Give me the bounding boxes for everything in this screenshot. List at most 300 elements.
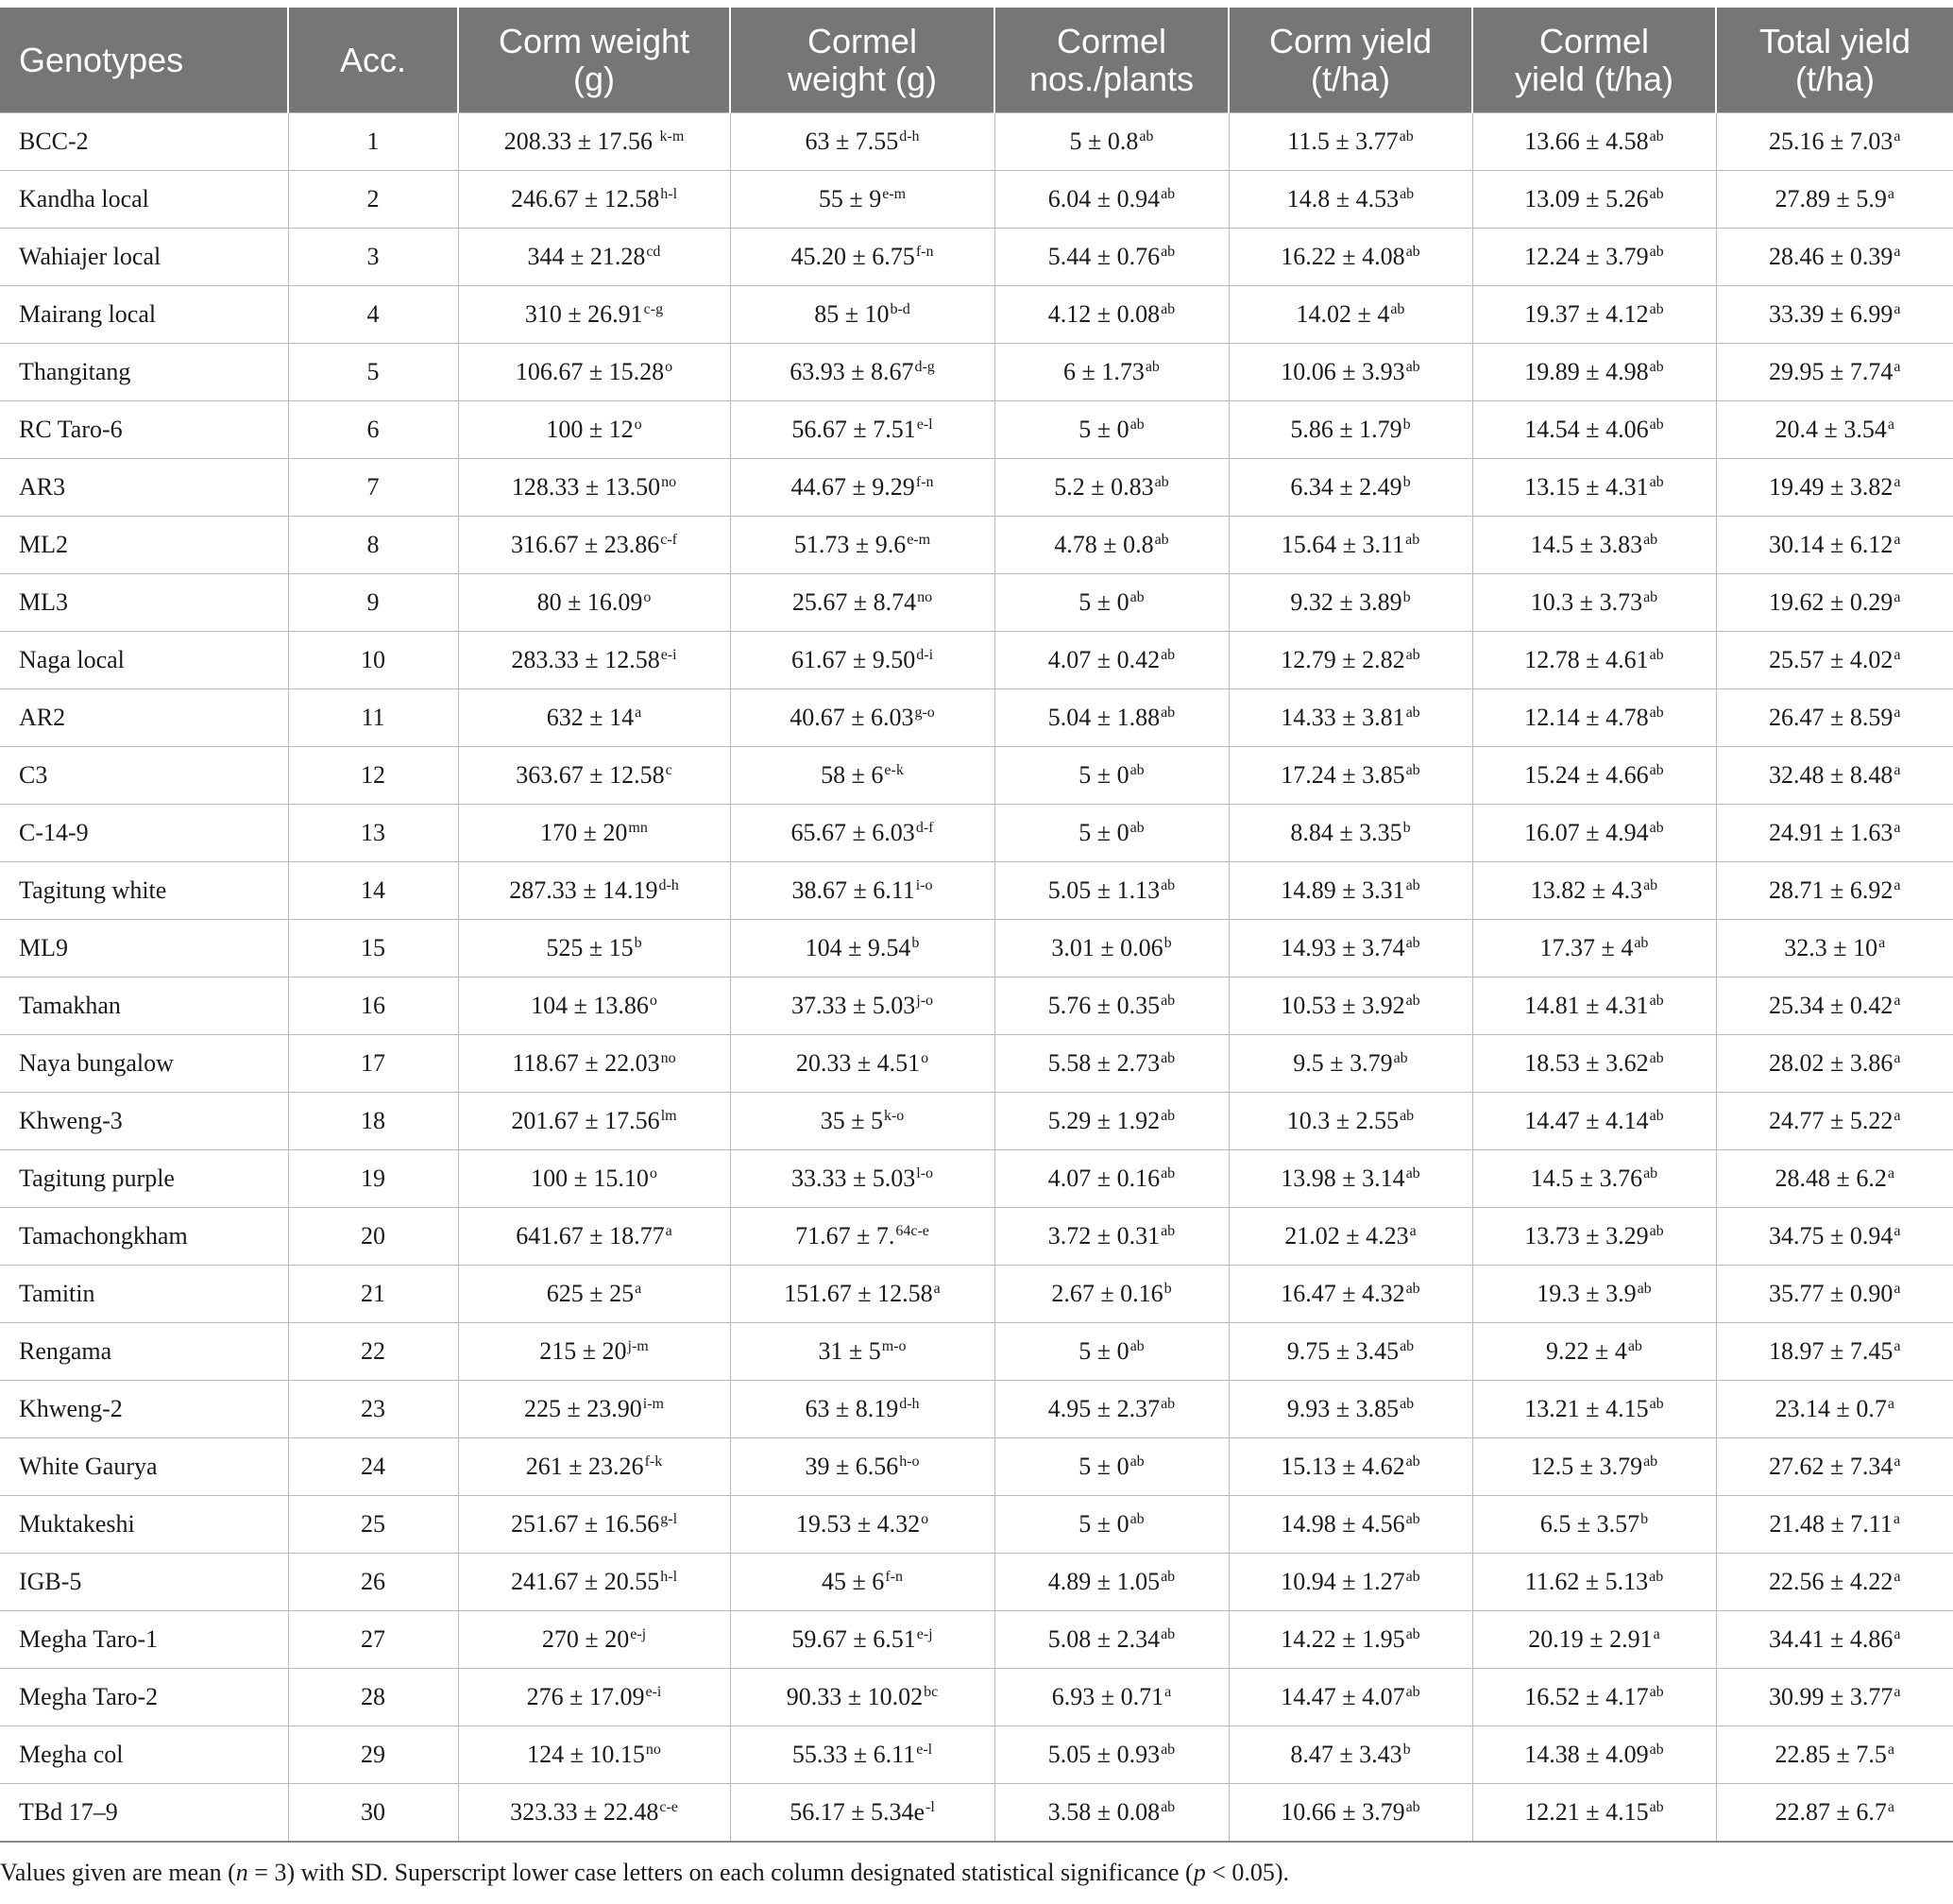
cell-accession: 21: [288, 1266, 458, 1323]
cell-total-yield: [1716, 1726, 1953, 1784]
cell-value: 9.93 ± 3.85: [1286, 1395, 1400, 1422]
significance-letters: a: [1887, 1396, 1894, 1412]
cell-value: 5.76 ± 0.35: [1047, 992, 1161, 1019]
cell-cormel-count: [994, 286, 1229, 344]
cell-cormel-yield: [1472, 920, 1716, 978]
significance-letters: o: [643, 589, 652, 605]
cell-value: 9.5 ± 3.79: [1293, 1049, 1393, 1077]
significance-letters: a: [1894, 532, 1901, 548]
cell-total-yield: [1716, 632, 1953, 689]
cell-value: 28.48 ± 6.2: [1775, 1164, 1887, 1192]
significance-letters: a: [1894, 1569, 1901, 1585]
cell-genotypes: Muktakeshi: [0, 1496, 288, 1554]
significance-letters: ab: [1161, 244, 1176, 260]
column-header-line: (t/ha): [1794, 59, 1876, 98]
cell-value: 283.33 ± 12.58: [511, 646, 660, 673]
cell-value: 276 ± 17.09: [526, 1683, 645, 1710]
significance-letters: a: [1894, 1626, 1901, 1642]
table-row: [0, 171, 1953, 229]
cell-value: 5 ± 0: [1078, 761, 1129, 789]
cell-corm-yield: [1229, 1554, 1472, 1611]
cell-cormel-weight: [730, 286, 994, 344]
significance-letters: a: [1887, 1799, 1894, 1815]
significance-letters: ab: [1649, 762, 1664, 778]
cell-value: 246.67 ± 12.58: [510, 185, 660, 212]
cell-cormel-count: [994, 747, 1229, 805]
cell-cormel-weight: [730, 401, 994, 459]
cell-value: 11.5 ± 3.77: [1287, 128, 1399, 155]
significance-letters: ab: [1649, 186, 1664, 202]
cell-value: 32.48 ± 8.48: [1769, 761, 1894, 789]
cell-accession: 26: [288, 1554, 458, 1611]
cell-value: 20.33 ± 4.51: [795, 1049, 921, 1077]
cell-accession: 18: [288, 1093, 458, 1150]
cell-total-yield: [1716, 1554, 1953, 1611]
cell-value: 58 ± 6: [821, 761, 884, 789]
cell-value: 44.67 ± 9.29: [790, 473, 915, 501]
cell-value: 17.37 ± 4: [1539, 934, 1634, 961]
cell-corm-yield: [1229, 1035, 1472, 1093]
significance-letters: ab: [1637, 1281, 1652, 1297]
table-row: [0, 1035, 1953, 1093]
cell-genotypes: Thangitang: [0, 344, 288, 401]
cell-cormel-count: [994, 344, 1229, 401]
significance-letters: ab: [1649, 474, 1664, 490]
cell-value: 25.16 ± 7.03: [1769, 128, 1894, 155]
significance-letters: d-i: [916, 647, 934, 663]
cell-cormel-weight: [730, 344, 994, 401]
cell-accession: 6: [288, 401, 458, 459]
cell-total-yield: [1716, 1035, 1953, 1093]
significance-letters: a: [1894, 820, 1901, 836]
cell-value: 10.94 ± 1.27: [1281, 1568, 1405, 1595]
significance-letters: g-l: [660, 1511, 678, 1527]
significance-letters: a: [635, 1281, 642, 1297]
significance-letters: o: [649, 993, 657, 1009]
table-row: [0, 978, 1953, 1035]
cell-corm-weight: [458, 1266, 730, 1323]
cell-corm-weight: [458, 632, 730, 689]
cell-cormel-yield: [1472, 1611, 1716, 1669]
cell-cormel-count: [994, 1496, 1229, 1554]
cell-value: 10.66 ± 3.79: [1281, 1798, 1405, 1826]
cell-accession: 11: [288, 689, 458, 747]
cell-value: 14.81 ± 4.31: [1524, 992, 1649, 1019]
cell-genotypes: ML2: [0, 517, 288, 574]
cell-cormel-weight: [730, 747, 994, 805]
cell-cormel-yield: [1472, 1266, 1716, 1323]
significance-letters: ab: [1161, 1223, 1176, 1239]
significance-letters: a: [933, 1281, 941, 1297]
significance-letters: b: [911, 935, 920, 951]
table-row: [0, 1669, 1953, 1726]
significance-letters: ab: [1649, 1396, 1664, 1412]
significance-letters: m-o: [881, 1338, 907, 1354]
cell-cormel-yield: [1472, 1669, 1716, 1726]
cell-value: 35.77 ± 0.90: [1769, 1280, 1894, 1307]
cell-value: 34.75 ± 0.94: [1769, 1222, 1894, 1250]
cell-value: 24.77 ± 5.22: [1769, 1107, 1894, 1134]
cell-corm-yield: [1229, 171, 1472, 229]
cell-cormel-weight: [730, 1669, 994, 1726]
cell-cormel-weight: [730, 1611, 994, 1669]
footnote-p-symbol: p: [1193, 1859, 1206, 1886]
significance-letters: h-o: [899, 1454, 920, 1470]
significance-letters: e-m: [907, 532, 931, 548]
cell-value: 6 ± 1.73: [1063, 358, 1145, 385]
cell-value: 16.52 ± 4.17: [1524, 1683, 1649, 1710]
cell-value: 9.75 ± 3.45: [1286, 1337, 1400, 1365]
significance-letters: a: [1878, 935, 1886, 951]
table-row: [0, 632, 1953, 689]
cell-value: 12.79 ± 2.82: [1281, 646, 1405, 673]
cell-genotypes: Kandha local: [0, 171, 288, 229]
significance-letters: ab: [1643, 1454, 1658, 1470]
cell-value: 19.49 ± 3.82: [1769, 473, 1894, 501]
significance-letters: b: [1402, 589, 1411, 605]
cell-total-yield: [1716, 286, 1953, 344]
cell-accession: 19: [288, 1150, 458, 1208]
significance-letters: ab: [1405, 359, 1420, 375]
cell-value: 323.33 ± 22.48: [510, 1798, 659, 1826]
significance-letters: ab: [1649, 359, 1664, 375]
significance-letters: a: [1894, 474, 1901, 490]
cell-corm-weight: [458, 459, 730, 517]
cell-genotypes: AR3: [0, 459, 288, 517]
cell-value: 13.66 ± 4.58: [1524, 128, 1649, 155]
cell-value: 8.47 ± 3.43: [1290, 1741, 1402, 1768]
cell-value: 27.62 ± 7.34: [1769, 1453, 1894, 1480]
significance-letters: ab: [1393, 1050, 1408, 1066]
table-row: [0, 459, 1953, 517]
significance-letters: no: [660, 1050, 676, 1066]
significance-letters: ab: [1405, 1626, 1420, 1642]
footnote-text: = 3) with SD. Superscript lower case letters on each column designated statistical significance (: [247, 1859, 1194, 1886]
cell-genotypes: Tamakhan: [0, 978, 288, 1035]
cell-corm-weight: [458, 1438, 730, 1496]
significance-letters: ab: [1154, 474, 1169, 490]
cell-accession: 12: [288, 747, 458, 805]
cell-total-yield: [1716, 1496, 1953, 1554]
cell-cormel-yield: [1472, 1554, 1716, 1611]
cell-cormel-count: [994, 978, 1229, 1035]
cell-value: 201.67 ± 17.56: [511, 1107, 660, 1134]
significance-letters: ab: [1649, 1223, 1664, 1239]
cell-cormel-weight: [730, 1093, 994, 1150]
cell-value: 5.05 ± 1.13: [1047, 876, 1161, 904]
table-row: [0, 1208, 1953, 1266]
cell-cormel-count: [994, 1611, 1229, 1669]
cell-value: 251.67 ± 16.56: [510, 1510, 660, 1538]
cell-cormel-count: [994, 1208, 1229, 1266]
cell-corm-weight: [458, 1611, 730, 1669]
cell-value: 63 ± 8.19: [805, 1395, 899, 1422]
cell-value: 344 ± 21.28: [527, 243, 646, 270]
cell-value: 45 ± 6: [822, 1568, 885, 1595]
cell-corm-yield: [1229, 805, 1472, 862]
cell-cormel-count: [994, 574, 1229, 632]
data-table: [0, 8, 1953, 1843]
table-footnote: [0, 1859, 1953, 1887]
significance-letters: no: [645, 1742, 661, 1758]
cell-corm-weight: [458, 978, 730, 1035]
cell-value: 28.02 ± 3.86: [1769, 1049, 1894, 1077]
table-row: [0, 517, 1953, 574]
cell-value: 3.01 ± 0.06: [1051, 934, 1163, 961]
cell-value: 10.06 ± 3.93: [1281, 358, 1405, 385]
cell-cormel-yield: [1472, 574, 1716, 632]
cell-corm-weight: [458, 1208, 730, 1266]
significance-letters: ab: [1649, 993, 1664, 1009]
cell-total-yield: [1716, 574, 1953, 632]
cell-value: 8.84 ± 3.35: [1290, 819, 1402, 846]
cell-value: 14.33 ± 3.81: [1281, 704, 1405, 731]
cell-cormel-yield: [1472, 747, 1716, 805]
significance-letters: l-o: [916, 1165, 934, 1182]
column-header-genotypes: [0, 8, 288, 113]
significance-letters: ab: [1649, 1799, 1664, 1815]
cell-cormel-count: [994, 1093, 1229, 1150]
significance-letters: j-m: [627, 1338, 649, 1354]
cell-accession: 10: [288, 632, 458, 689]
cell-cormel-yield: [1472, 113, 1716, 171]
cell-corm-yield: [1229, 1784, 1472, 1843]
significance-letters: ab: [1405, 1454, 1420, 1470]
column-header-line: Total yield: [1758, 21, 1911, 60]
cell-value: 14.47 ± 4.14: [1524, 1107, 1649, 1134]
cell-value: 71.67 ± 7.: [795, 1222, 895, 1250]
cell-value: 4.89 ± 1.05: [1047, 1568, 1161, 1595]
cell-value: 13.82 ± 4.3: [1530, 876, 1643, 904]
cell-value: 225 ± 23.90: [524, 1395, 642, 1422]
significance-letters: h-l: [660, 186, 678, 202]
cell-cormel-yield: [1472, 805, 1716, 862]
cell-value: 5 ± 0: [1078, 416, 1129, 443]
cell-value: 34.41 ± 4.86: [1769, 1625, 1894, 1653]
cell-corm-weight: [458, 862, 730, 920]
cell-total-yield: [1716, 344, 1953, 401]
cell-corm-yield: [1229, 1669, 1472, 1726]
cell-cormel-yield: [1472, 689, 1716, 747]
significance-letters: a: [1887, 416, 1894, 433]
significance-letters: e-i: [660, 647, 677, 663]
cell-cormel-weight: [730, 1726, 994, 1784]
cell-cormel-weight: [730, 517, 994, 574]
cell-value: 14.89 ± 3.31: [1281, 876, 1405, 904]
significance-letters: d-h: [899, 1396, 920, 1412]
cell-total-yield: [1716, 978, 1953, 1035]
cell-accession: 27: [288, 1611, 458, 1669]
column-header-line: Corm weight: [498, 21, 690, 60]
cell-cormel-yield: [1472, 1208, 1716, 1266]
cell-value: 16.47 ± 4.32: [1281, 1280, 1405, 1307]
significance-letters: ab: [1649, 128, 1664, 144]
significance-letters: cd: [646, 244, 661, 260]
cell-corm-weight: [458, 805, 730, 862]
significance-letters: b: [1402, 474, 1411, 490]
cell-value: 22.87 ± 6.7: [1775, 1798, 1887, 1826]
cell-cormel-weight: [730, 1266, 994, 1323]
cell-value: 14.22 ± 1.95: [1281, 1625, 1405, 1653]
significance-letters: ab: [1400, 1338, 1415, 1354]
significance-letters: ab: [1405, 1684, 1420, 1700]
cell-accession: 7: [288, 459, 458, 517]
cell-value: 30.99 ± 3.77: [1769, 1683, 1894, 1710]
column-header-line: Corm yield: [1268, 21, 1433, 60]
cell-cormel-count: [994, 1266, 1229, 1323]
cell-value: 24.91 ± 1.63: [1769, 819, 1894, 846]
footnote-n-symbol: n: [235, 1859, 248, 1886]
cell-value: 25.57 ± 4.02: [1769, 646, 1894, 673]
significance-letters: a: [1164, 1684, 1172, 1700]
significance-letters: ab: [1129, 820, 1145, 836]
cell-value: 59.67 ± 6.51: [791, 1625, 916, 1653]
cell-corm-yield: [1229, 978, 1472, 1035]
cell-cormel-count: [994, 1669, 1229, 1726]
cell-cormel-yield: [1472, 1496, 1716, 1554]
cell-total-yield: [1716, 920, 1953, 978]
cell-value: 124 ± 10.15: [527, 1741, 645, 1768]
significance-letters: o: [665, 359, 673, 375]
cell-total-yield: [1716, 1611, 1953, 1669]
cell-value: 4.07 ± 0.16: [1047, 1164, 1161, 1192]
cell-value: 310 ± 26.91: [524, 300, 643, 328]
cell-cormel-count: [994, 1554, 1229, 1611]
cell-accession: 15: [288, 920, 458, 978]
significance-letters: k-o: [883, 1108, 905, 1124]
significance-letters: ab: [1161, 1569, 1176, 1585]
cell-corm-yield: [1229, 920, 1472, 978]
cell-value: 625 ± 25: [546, 1280, 635, 1307]
cell-corm-yield: [1229, 1438, 1472, 1496]
cell-cormel-count: [994, 517, 1229, 574]
cell-value: 5.04 ± 1.88: [1047, 704, 1161, 731]
cell-accession: 30: [288, 1784, 458, 1843]
cell-cormel-yield: [1472, 1323, 1716, 1381]
cell-corm-yield: [1229, 229, 1472, 286]
table-row: [0, 1150, 1953, 1208]
cell-corm-weight: [458, 401, 730, 459]
cell-corm-yield: [1229, 1150, 1472, 1208]
significance-letters: d-g: [914, 359, 935, 375]
significance-letters: ab: [1405, 647, 1420, 663]
significance-letters: lm: [660, 1108, 677, 1124]
cell-value: 641.67 ± 18.77: [516, 1222, 665, 1250]
cell-value: 32.3 ± 10: [1784, 934, 1878, 961]
column-header-line: Cormel: [1538, 21, 1649, 60]
cell-accession: 3: [288, 229, 458, 286]
cell-cormel-count: [994, 689, 1229, 747]
cell-corm-yield: [1229, 1208, 1472, 1266]
cell-cormel-weight: [730, 1381, 994, 1438]
table-row: [0, 1381, 1953, 1438]
cell-value: 4.95 ± 2.37: [1047, 1395, 1161, 1422]
cell-value: 316.67 ± 23.86: [510, 531, 660, 558]
cell-value: 363.67 ± 12.58: [516, 761, 665, 789]
cell-value: 118.67 ± 22.03: [512, 1049, 660, 1077]
cell-value: 55.33 ± 6.11: [791, 1741, 916, 1768]
table-row: [0, 344, 1953, 401]
table-row: [0, 286, 1953, 344]
significance-letters: e-m: [882, 186, 907, 202]
cell-total-yield: [1716, 1784, 1953, 1843]
significance-letters: f-k: [644, 1454, 663, 1470]
column-header-corm-weight: [458, 8, 730, 113]
column-header-line: (g): [573, 59, 615, 98]
cell-corm-weight: [458, 1381, 730, 1438]
cell-value: 9.22 ± 4: [1546, 1337, 1627, 1365]
cell-cormel-weight: [730, 1496, 994, 1554]
cell-value: 5 ± 0: [1078, 819, 1129, 846]
cell-cormel-yield: [1472, 401, 1716, 459]
cell-cormel-count: [994, 171, 1229, 229]
cell-corm-weight: [458, 113, 730, 171]
significance-letters: a: [1894, 1108, 1901, 1124]
cell-total-yield: [1716, 1438, 1953, 1496]
cell-genotypes: C-14-9: [0, 805, 288, 862]
cell-corm-weight: [458, 920, 730, 978]
cell-total-yield: [1716, 1208, 1953, 1266]
significance-letters: -l: [926, 1799, 935, 1815]
significance-letters: ab: [1405, 532, 1420, 548]
cell-value: 100 ± 15.10: [531, 1164, 649, 1192]
significance-letters: c: [665, 762, 672, 778]
cell-value: 22.85 ± 7.5: [1775, 1741, 1887, 1768]
cell-cormel-count: [994, 401, 1229, 459]
significance-letters: ab: [1129, 1338, 1145, 1354]
cell-corm-weight: [458, 1150, 730, 1208]
cell-value: 525 ± 15: [546, 934, 634, 961]
significance-letters: ab: [1405, 1569, 1420, 1585]
cell-accession: 5: [288, 344, 458, 401]
cell-total-yield: [1716, 1093, 1953, 1150]
significance-letters: ab: [1399, 128, 1414, 144]
cell-genotypes: TBd 17–9: [0, 1784, 288, 1843]
cell-corm-weight: [458, 1726, 730, 1784]
significance-letters: ab: [1129, 1454, 1145, 1470]
significance-letters: ab: [1161, 1050, 1176, 1066]
significance-letters: ab: [1129, 1511, 1145, 1527]
significance-letters: ab: [1154, 532, 1169, 548]
cell-value: 100 ± 12: [546, 416, 634, 443]
table-row: [0, 574, 1953, 632]
cell-value: 39 ± 6.56: [805, 1453, 899, 1480]
significance-letters: j-o: [916, 993, 934, 1009]
significance-letters: ab: [1161, 1626, 1176, 1642]
cell-corm-weight: [458, 689, 730, 747]
cell-genotypes: Megha col: [0, 1726, 288, 1784]
cell-corm-weight: [458, 229, 730, 286]
cell-value: 215 ± 20: [539, 1337, 627, 1365]
cell-genotypes: Wahiajer local: [0, 229, 288, 286]
table-row: [0, 1323, 1953, 1381]
table-row: [0, 1726, 1953, 1784]
cell-cormel-weight: [730, 862, 994, 920]
cell-value: 51.73 ± 9.6: [793, 531, 907, 558]
cell-value: 5.05 ± 0.93: [1047, 1741, 1161, 1768]
column-header-total-yield: [1716, 8, 1953, 113]
cell-cormel-count: [994, 1784, 1229, 1843]
cell-value: 22.56 ± 4.22: [1769, 1568, 1894, 1595]
cell-corm-weight: [458, 1669, 730, 1726]
significance-letters: ab: [1649, 1742, 1664, 1758]
cell-genotypes: Khweng-2: [0, 1381, 288, 1438]
cell-value: 21.02 ± 4.23: [1284, 1222, 1409, 1250]
cell-value: 5 ± 0: [1078, 588, 1129, 616]
significance-letters: no: [661, 474, 677, 490]
cell-cormel-count: [994, 632, 1229, 689]
significance-letters: ab: [1643, 532, 1658, 548]
